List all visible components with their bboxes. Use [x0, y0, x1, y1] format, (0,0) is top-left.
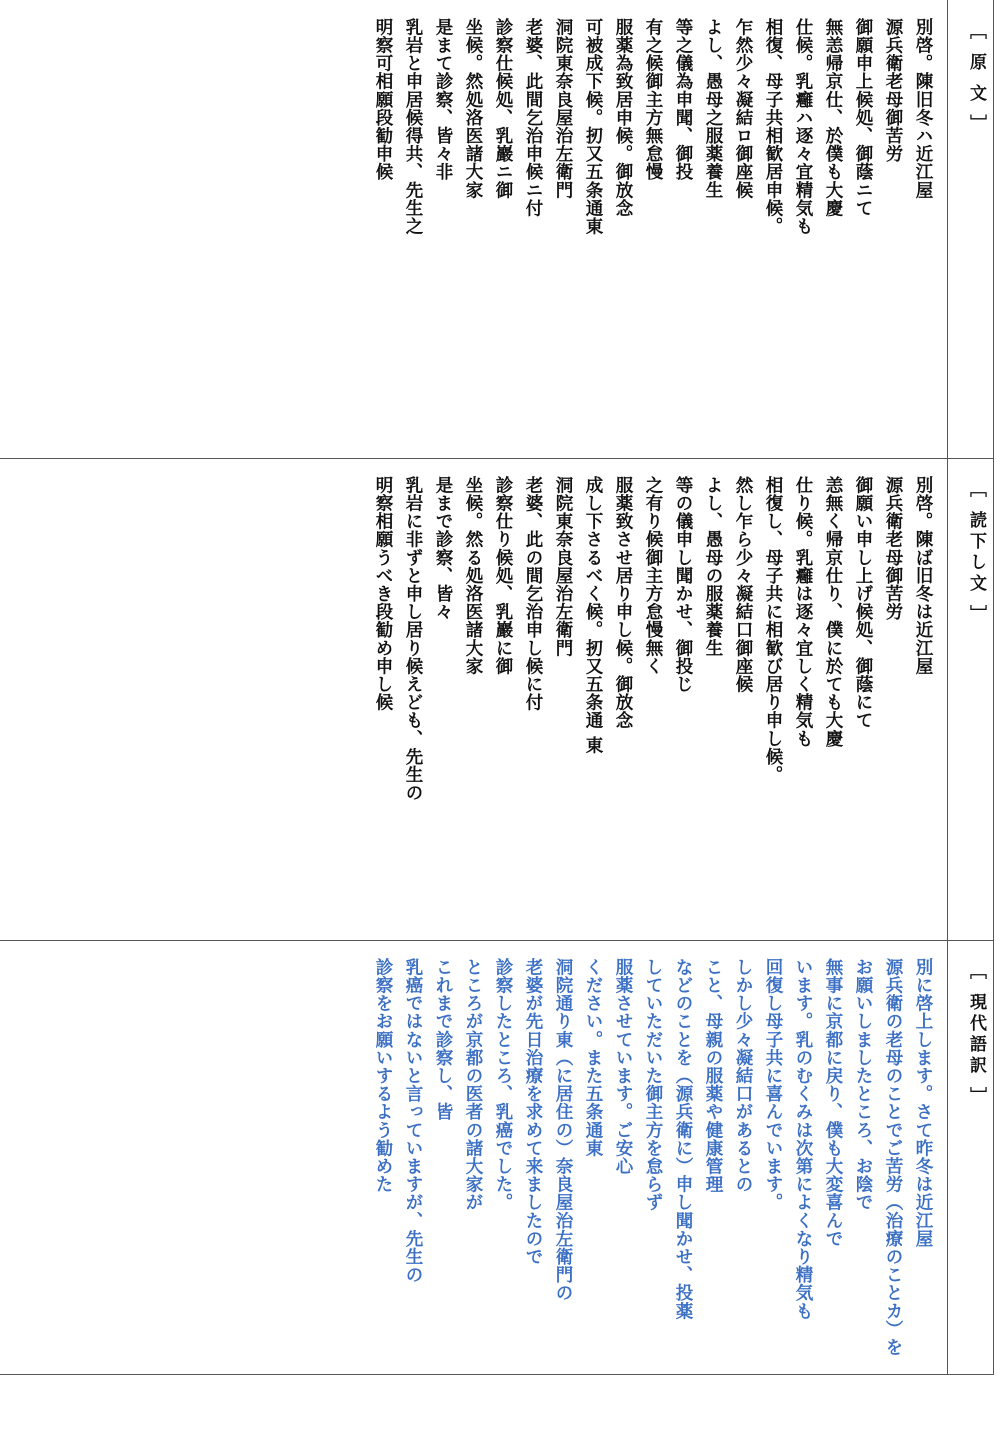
text-line: 診察したところ、乳癌でした。	[493, 958, 513, 1212]
text-line: 是まて診察、皆々非	[433, 18, 453, 181]
text-line: 別に啓上します。さて昨冬は近江屋	[913, 958, 933, 1248]
text-line: 等の儀申し聞かせ、御投じ	[673, 476, 693, 694]
text-line: 源兵衛の老母のことでご苦労（治療のことカ）を	[883, 958, 903, 1357]
text-line: 明察相願うべき段勧め申し候	[373, 476, 393, 712]
text-line: 乳岩と申居候得共、先生之	[403, 18, 423, 236]
section-divider-2	[0, 940, 993, 941]
section-text-yomikudashi	[368, 476, 938, 802]
text-line: 老婆、此の間乞治申し候に付	[523, 476, 543, 712]
text-line: 無事に京都に戻り、僕も大変喜んで	[823, 958, 843, 1248]
text-line: 老婆が先日治療を求めて来ましたので	[523, 958, 543, 1266]
text-line: 別啓。陳旧冬ハ近江屋	[913, 18, 933, 199]
text-line: これまで診察し、皆	[433, 958, 453, 1121]
text-line: 乍然少々凝結ロ御座候	[733, 18, 753, 199]
text-line: 源兵衛老母御苦労	[883, 476, 903, 621]
text-line: しかし少々凝結口があるとの	[733, 958, 753, 1194]
text-line: 御願い申し上げ候処、御蔭にて	[853, 476, 873, 730]
text-line: 診察をお願いするよう勧めた	[373, 958, 393, 1194]
text-line: 乳岩に非ずと申し居り候えども、先生の	[403, 476, 423, 802]
text-line: 老婆、此間乞治申候ニ付	[523, 18, 543, 218]
text-line: 無恙帰京仕、於僕も大慶	[823, 18, 843, 218]
text-line: います。乳のむくみは次第によくなり精気も	[793, 958, 813, 1320]
text-line: 坐候。然処洛医諸大家	[463, 18, 483, 199]
text-line: 診察仕候処、乳巖ニ御	[493, 18, 513, 199]
text-line: 仕候。乳癰ハ逐々宜精気も	[793, 18, 813, 236]
section-text-genbun	[368, 18, 938, 235]
text-line: 有之候御主方無怠慢	[643, 18, 663, 181]
text-line: よし、愚母之服薬養生	[703, 18, 723, 199]
text-line: 可被成下候。扨又五条通東	[583, 18, 603, 236]
text-line: 坐候。然る処洛医諸大家	[463, 476, 483, 676]
text-line: 等之儀為申聞、御投	[673, 18, 693, 181]
text-line: 然し乍ら少々凝結口御座候	[733, 476, 753, 694]
text-line: 洞院東奈良屋治左衛門	[553, 476, 573, 657]
text-line: お願いしましたところ、お陰で	[853, 958, 873, 1212]
text-line: 洞院東奈良屋治左衛門	[553, 18, 573, 199]
text-line: よし、愚母の服薬養生	[703, 476, 723, 657]
text-line: ところが京都の医者の諸大家が	[463, 958, 483, 1212]
text-line: 之有り候御主方怠慢無く	[643, 476, 663, 676]
text-line: 是まで診察、皆々	[433, 476, 453, 621]
section-label-gendaigoyaku: ［ 現代語訳 ］	[966, 962, 986, 1108]
text-line: こと、母親の服薬や健康管理	[703, 958, 723, 1194]
label-column-rule	[947, 0, 948, 1374]
text-line: 服薬させています。ご安心	[613, 958, 633, 1176]
text-line: 診察仕り候処、乳巖に御	[493, 476, 513, 676]
text-line: 相復、母子共相歓居申候。	[763, 18, 783, 236]
text-line: 成し下さるべく候。扨又五条通 東	[583, 476, 603, 755]
section-label-yomikudashi: ［ 読下し文 ］	[966, 480, 986, 626]
text-line: 回復し母子共に喜んでいます。	[763, 958, 783, 1212]
section-label-genbun: ［ 原 文 ］	[966, 22, 986, 136]
text-line: 洞院通り東（に居住の）奈良屋治左衛門の	[553, 958, 573, 1302]
text-line: していただいた御主方を怠らず	[643, 958, 663, 1212]
section-divider-1	[0, 458, 993, 459]
text-line: 明察可相願段勧申候	[373, 18, 393, 181]
text-line: 服薬致させ居り申し候。御放念	[613, 476, 633, 730]
text-line: 御願申上候処、御蔭ニて	[853, 18, 873, 218]
text-line: 別啓。陳ば旧冬は近江屋	[913, 476, 933, 676]
text-line: 源兵衛老母御苦労	[883, 18, 903, 163]
section-text-gendaigoyaku	[368, 958, 938, 1356]
text-line: ください。また五条通東	[583, 958, 603, 1158]
text-line: 乳癌ではないと言っていますが、先生の	[403, 958, 423, 1284]
text-line: 仕り候。乳癰は逐々宜しく精気も	[793, 476, 813, 748]
text-line: 相復し、母子共に相歓び居り申し候。	[763, 476, 783, 784]
text-line: などのことを（源兵衛に）申し聞かせ、投薬	[673, 958, 693, 1320]
text-line: 恙無く帰京仕り、僕に於ても大慶	[823, 476, 843, 748]
text-line: 服薬為致居申候。御放念	[613, 18, 633, 218]
